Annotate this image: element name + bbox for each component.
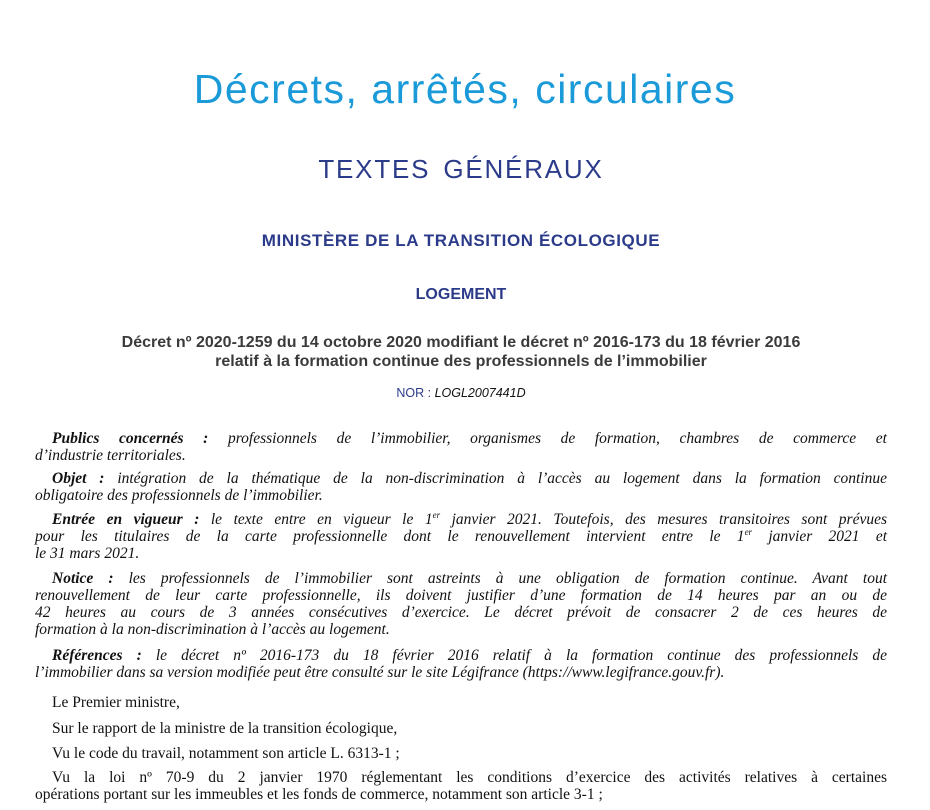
summary-publics [35, 430, 887, 464]
summary-objet-line-2: obligatoire des professionnels de l’immobilier. [35, 487, 323, 504]
decree-title [30, 333, 892, 371]
decree-title-line-1: Décret nº 2020-1259 du 14 octobre 2020 modifiant le décret nº 2016-173 du 18 février 2016 [121, 334, 801, 351]
publication-title: Décrets, arrêtés, circulaires [193, 66, 737, 112]
rubric-heading: LOGEMENT [415, 286, 507, 303]
summary-publics-line-2: d’industrie territoriales. [35, 447, 186, 464]
summary-publics-label: Publics concernés : [52, 430, 209, 447]
summary-notice-line-3: 42 heures au cours de 3 années consécutives d’exercice. Le décret prévoit de consacrer 2 de ces heures de [35, 604, 887, 621]
summary-entree [35, 511, 887, 562]
summary-entree-line-3: le 31 mars 2021. [35, 545, 140, 562]
summary-notice-line-2: renouvellement de leur carte professionnelle, ils doivent justifier d’une formation de 14 heures par an ou de [35, 587, 887, 604]
summary-references-line-2: l’immobilier dans sa version modifiée peut être consulté sur le site Légifrance (https://www.legifrance.gouv.fr). [35, 664, 725, 681]
rapport-line: Sur le rapport de la ministre de la transition écologique, [52, 720, 398, 737]
visa-loi-line-2: opérations portant sur les immeubles et les fonds de commerce, notamment son article 3-1 ; [35, 786, 603, 803]
decree-title-line-2: relatif à la formation continue des professionnels de l’immobilier [215, 353, 707, 370]
visa-code-travail: Vu le code du travail, notamment son article L. 6313-1 ; [52, 745, 400, 762]
visa-loi-line-1: Vu la loi nº 70-9 du 2 janvier 1970 réglementant les conditions d’exercice des activités relatives à certaines [52, 769, 887, 786]
summary-objet-label: Objet : [52, 470, 105, 487]
summary-notice-label: Notice : [52, 570, 114, 587]
summary-entree-label: Entrée en vigueur : [52, 511, 200, 528]
summary-references [35, 647, 887, 681]
summary-notice [35, 570, 887, 638]
nor-value: LOGL2007441D [434, 386, 526, 400]
summary-entree-line-1: Entrée en vigueur : le texte entre en vigueur le 1er janvier 2021. Toutefois, des mesures transitoires sont prévues [52, 509, 887, 528]
summary-objet [35, 470, 887, 504]
summary-references-line-1: Références : le décret nº 2016-173 du 18 février 2016 relatif à la formation continue des professionnels de [52, 647, 888, 664]
summary-notice-line-1: Notice : les professionnels de l’immobilier sont astreints à une obligation de formation continue. Avant tout [52, 570, 887, 587]
summary-notice-line-4: formation à la non-discrimination à l’accès au logement. [35, 621, 390, 638]
summary-references-label: Références : [52, 647, 142, 664]
premier-ministre-line: Le Premier ministre, [52, 694, 180, 711]
section-heading: TEXTES GÉNÉRAUX [318, 154, 604, 184]
visa-loi-70-9 [35, 769, 887, 803]
nor-label: NOR : [396, 386, 432, 400]
nor-reference [0, 384, 922, 402]
ministry-heading: MINISTÈRE DE LA TRANSITION ÉCOLOGIQUE [261, 231, 661, 250]
summary-objet-line-1: Objet : intégration de la thématique de la non-discrimination à l’accès au logement dans la formation continue [52, 470, 887, 487]
summary-publics-line-1: Publics concernés : professionnels de l’immobilier, organismes de formation, chambres de commerce et [52, 430, 887, 447]
summary-entree-line-2: pour les titulaires de la carte professionnelle dont le renouvellement intervient entre le 1er janvier 2021 et [35, 526, 888, 545]
